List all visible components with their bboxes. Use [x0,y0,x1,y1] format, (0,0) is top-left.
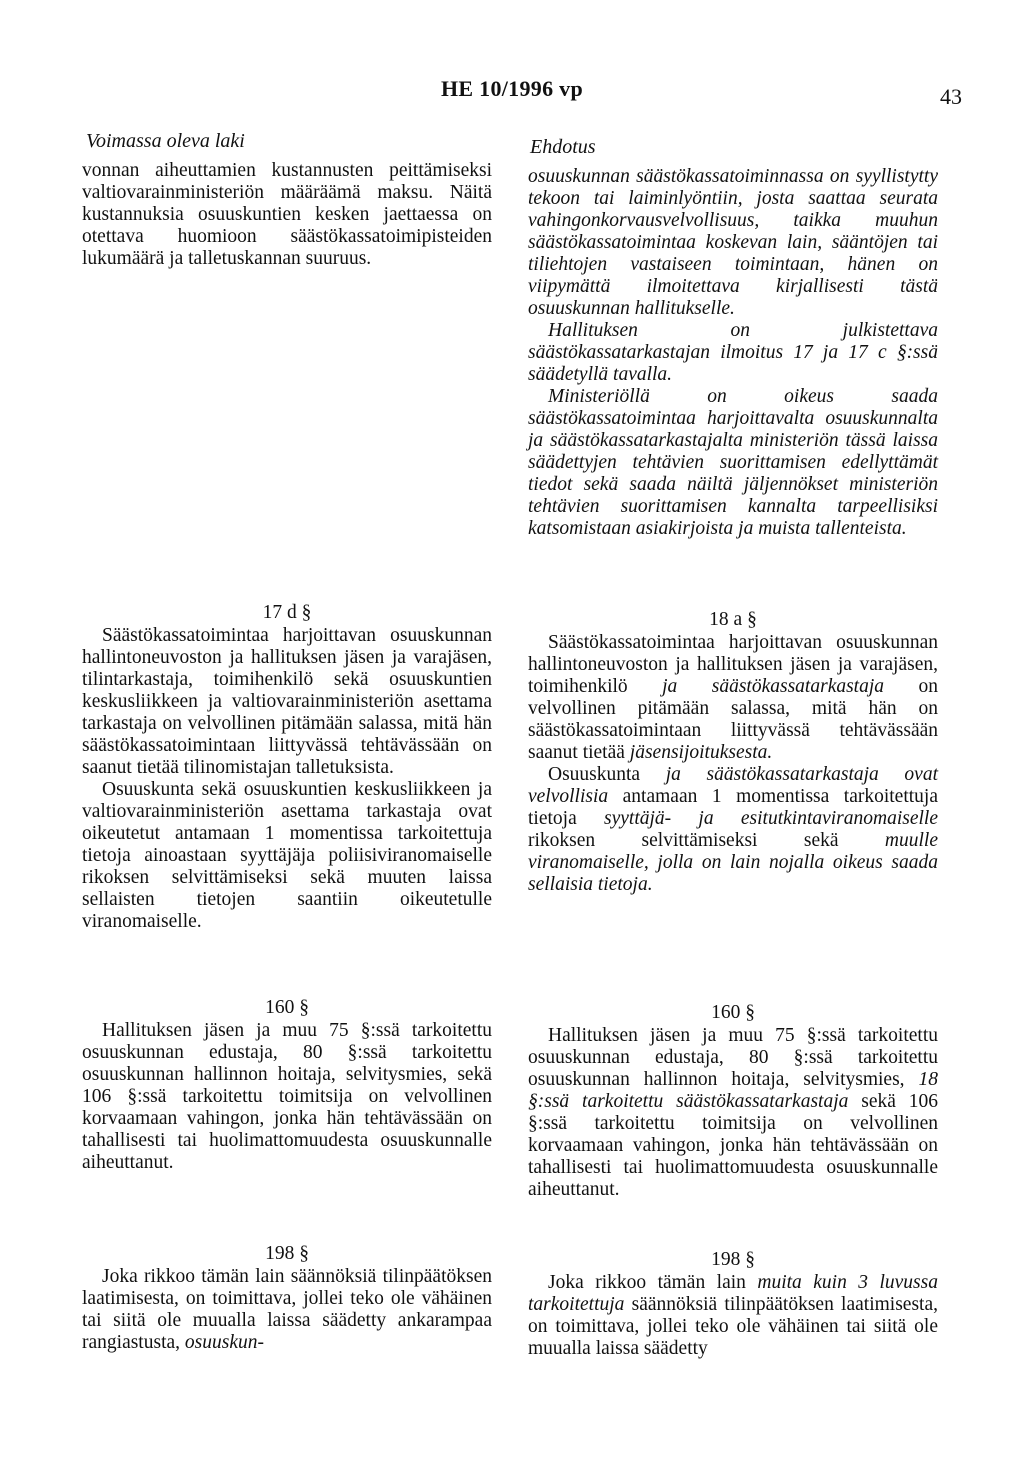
section-198-right-paragraph [528,1272,938,1360]
right-column-label: Ehdotus [530,136,596,158]
text-run-italic: muulle viranomaiselle, jolla on lain nojalla oikeus saada sellaisia tietoja. [528,830,938,895]
left-intro-paragraph: vonnan aiheuttamien kustannusten peittämiseksi valtiovarainministeriön määräämä maksu. Näitä kustannuksia osuuskuntien kesken jaettaessa on otettava huomioon säästökassatoimipisteiden lukumäärä ja talletuskannan suuruus. [82,160,492,269]
text-run: on velvollinen pitämään salassa, mitä hän on säästökassatoimintaan liittyvässä tehtävässään saanut tietää [528,676,938,763]
section-heading-160-left: 160 § [265,997,309,1018]
text-run: Hallituksen jäsen ja muu 75 §:ssä tarkoitettu osuuskunnan edustaja, 80 §:ssä tarkoitettu osuuskunnan hallinnon hoitaja, selvitysmies, [528,1025,938,1090]
section-heading-17d: 17 d § [262,602,312,623]
left-column-label: Voimassa oleva laki [86,130,245,152]
section-17d-paragraph-2: Osuuskunta sekä osuuskuntien keskusliikkeen ja valtiovarainministeriön asettama tarkastaja ovat oikeutetut antamaan 1 momentissa tarkoitettuja tietoja ainoastaan syyttäjäja poliisiviranomaiselle rikoksen selvittämiseksi sekä muuten laissa sellaisten tietojen saantiin oikeutetulle viranomaiselle. [82,779,492,932]
left-section-198 [82,1243,492,1354]
text-run-italic: muita kuin 3 luvussa tarkoitettuja [528,1272,938,1315]
right-intro-paragraph-3: Ministeriöllä on oikeus saada säästökassatoimintaa harjoittavalta osuuskunnalta ja säästökassatarkastajalta ministeriön tässä laissa säädettyjen tehtävien suorittamisen edellyttämät tiedot sekä saada näiltä jäljennökset ministeriön tehtävien suorittamisen kannalta tarpeellisiksi katsomistaan asiakirjoista ja muista tallenteista. [528,386,938,539]
text-run-italic: 18 §:ssä tarkoitettu säästökassatarkastaja [528,1069,938,1112]
text-run-italic: jäsensijoituksesta. [629,742,773,763]
section-heading-198-right: 198 § [711,1249,755,1270]
text-run: sekä 106 §:ssä tarkoitettu toimitsija on velvollinen korvaamaan vahingon, jonka hän tehtävässään on tahallisesti tai huolimattomuudesta osuuskunnalle aiheuttanut. [528,1091,939,1200]
page-number: 43 [940,84,962,109]
text-run-italic: ja säästökassatarkastaja [662,676,885,697]
left-section-17d [82,602,492,933]
document-header: HE 10/1996 vp [440,76,584,101]
section-160-left-paragraph: Hallituksen jäsen ja muu 75 §:ssä tarkoitettu osuuskunnan edustaja, 80 §:ssä tarkoitettu osuuskunnan hallinnon hoitaja, selvitysmies, sekä 106 §:ssä tarkoitettu toimitsija on velvollinen korvaamaan vahingon, jonka hän tehtävässään on tahallisesti tai huolimattomuudesta osuuskunnalle aiheuttanut. [82,1020,492,1173]
section-heading-160-right: 160 § [711,1002,755,1023]
right-section-18a [528,609,938,896]
section-160-right-paragraph [528,1025,938,1201]
left-section-160 [82,997,492,1174]
text-run: säännöksiä tilinpäätöksen laatimisesta, on toimittava, jollei teko ole vähäinen tai siitä ole muualla laissa säädetty [528,1294,938,1359]
text-run-italic: ja säästökassatarkastaja ovat velvollisia [528,764,938,807]
text-run: Säästökassatoimintaa harjoittavan osuuskunnan hallintoneuvoston ja hallituksen jäsen ja varajäsen, toimihenkilö [528,632,938,697]
right-section-198 [528,1249,938,1360]
section-18a-paragraph-1 [528,632,938,764]
right-intro-block [528,166,938,540]
text-run: Joka rikkoo tämän lain säännöksiä tilinpäätöksen laatimisesta, on toimittava, jollei teko ole vähäinen tai siitä ole muualla laissa säädetty ankarampaa rangiastusta, [82,1266,492,1353]
right-section-160 [528,1002,938,1201]
right-intro-paragraph-2: Hallituksen on julkistettava säästökassatarkastajan ilmoitus 17 ja 17 c §:ssä säädetyllä tavalla. [528,320,938,385]
text-run: rikoksen selvittämiseksi sekä [528,830,885,851]
section-17d-paragraph-1: Säästökassatoimintaa harjoittavan osuuskunnan hallintoneuvoston ja hallituksen jäsen ja varajäsen, tilintarkastaja, toimihenkilö sekä osuuskuntien keskusliikkeen ja valtiovarainministeriön asettama tarkastaja on velvollinen pitämään salassa, mitä hän säästökassatoimintaan liittyvässä tehtävässään on saanut tietää tilinomistajan talletuksista. [82,625,492,778]
text-run-italic: osuuskun- [184,1332,264,1353]
section-heading-198-left: 198 § [265,1243,309,1264]
section-18a-paragraph-2 [528,764,938,896]
section-198-left-paragraph [82,1266,492,1354]
text-run-italic: syyttäjä- ja esitutkintaviranomaiselle [604,808,939,829]
right-intro-paragraph-1: osuuskunnan säästökassatoiminnassa on syyllistytty tekoon tai laiminlyöntiin, josta saattaa seurata vahingonkorvausvelvollisuus, taikka muuhun säästökassatoimintaa koskevan lain, sääntöjen tai tiliehtojen vastaiseen toimintaan, hänen on viipymättä ilmoitettava kirjallisesti tästä osuuskunnan hallitukselle. [528,166,938,319]
text-run: Joka rikkoo tämän lain [548,1272,758,1293]
text-run: antamaan 1 momentissa tarkoitettuja tietoja [528,786,938,829]
left-intro-block [82,160,492,270]
text-run: Osuuskunta [548,764,666,785]
section-heading-18a: 18 a § [709,609,757,630]
